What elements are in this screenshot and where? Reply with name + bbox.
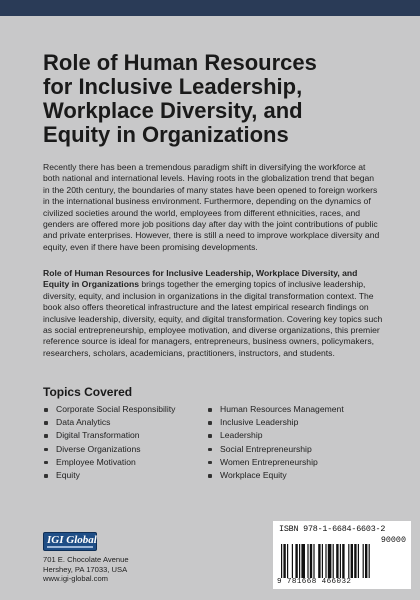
logo-wordmark: IGI Global [47, 534, 97, 546]
topic-item: Data Analytics [43, 416, 175, 429]
address-line: 701 E. Chocolate Avenue [43, 555, 129, 564]
description-text: brings together the emerging topics of inclusive leadership, diversity, equity, and inclusion in organizations in the digital transformation context. The book also offers theoretical infrastructure and the latest empirical research findings on inclusive leadership, diversity, equity, and digital transformation. Covering key topics such as social entrepreneurship, employee motivation, and diverse organizations, this premier reference source is ideal for managers, entrepreneurs, business owners, policymakers, researchers, scholars, academicians, practitioners, instructors, and students. [43, 279, 383, 358]
address-line: Hershey, PA 17033, USA [43, 564, 128, 574]
title-line: Equity in Organizations [43, 122, 289, 147]
book-title-inline: Role of Human Resources for Inclusive Leadership, Workplace Diversity, and Equity in Organizations [43, 268, 358, 290]
description-paragraph-1: Recently there has been a tremendous paradigm shift in diversifying the workforce at both national and international levels. Having roots in the globalization trend that began in the 20th century, the boundaries of many states have been opened to foreign workers in the international business environment. Furthermore, depending on the dynamics of civilized societies around the world, employees from different ethnicities, races, and genders are offered more job positions day after day with the joint contributions of public and private enterprises. However, there is still a need to improve workplace diversity and equity, even if there have been promising developments. [43, 162, 380, 252]
topic-item: Corporate Social Responsibility [43, 403, 175, 416]
barcode-digits: 9 781668 466032 [277, 578, 352, 586]
topic-item: Inclusive Leadership [207, 416, 344, 429]
topic-item: Employee Motivation [43, 456, 175, 469]
topics-heading: Topics Covered [43, 385, 133, 399]
title-line: Workplace Diversity, and [43, 98, 303, 123]
barcode-icon [281, 544, 405, 578]
topic-item: Digital Transformation [43, 429, 175, 442]
topic-item: Leadership [207, 429, 344, 442]
isbn-barcode-box [273, 521, 411, 589]
top-color-band [0, 0, 420, 16]
topics-list-left [43, 403, 175, 482]
isbn-label: ISBN 978-1-6684-6603-2 [279, 524, 386, 534]
publisher-website: www.igi-global.com [43, 574, 108, 584]
topic-item: Diverse Organizations [43, 443, 175, 456]
logo-underline [47, 546, 93, 548]
topics-list-right [207, 403, 344, 482]
price-code: 90000 [380, 535, 406, 545]
book-title [43, 51, 383, 147]
title-line: for Inclusive Leadership, [43, 74, 303, 99]
title-line: Role of Human Resources [43, 50, 317, 75]
igi-global-logo [43, 532, 97, 551]
description-paragraph-2 [43, 268, 383, 359]
topic-item: Women Entrepreneurship [207, 456, 344, 469]
topic-item: Social Entrepreneurship [207, 443, 344, 456]
topic-item: Human Resources Management [207, 403, 344, 416]
topic-item: Workplace Equity [207, 469, 344, 482]
topic-item: Equity [43, 469, 175, 482]
publisher-address [43, 555, 129, 584]
